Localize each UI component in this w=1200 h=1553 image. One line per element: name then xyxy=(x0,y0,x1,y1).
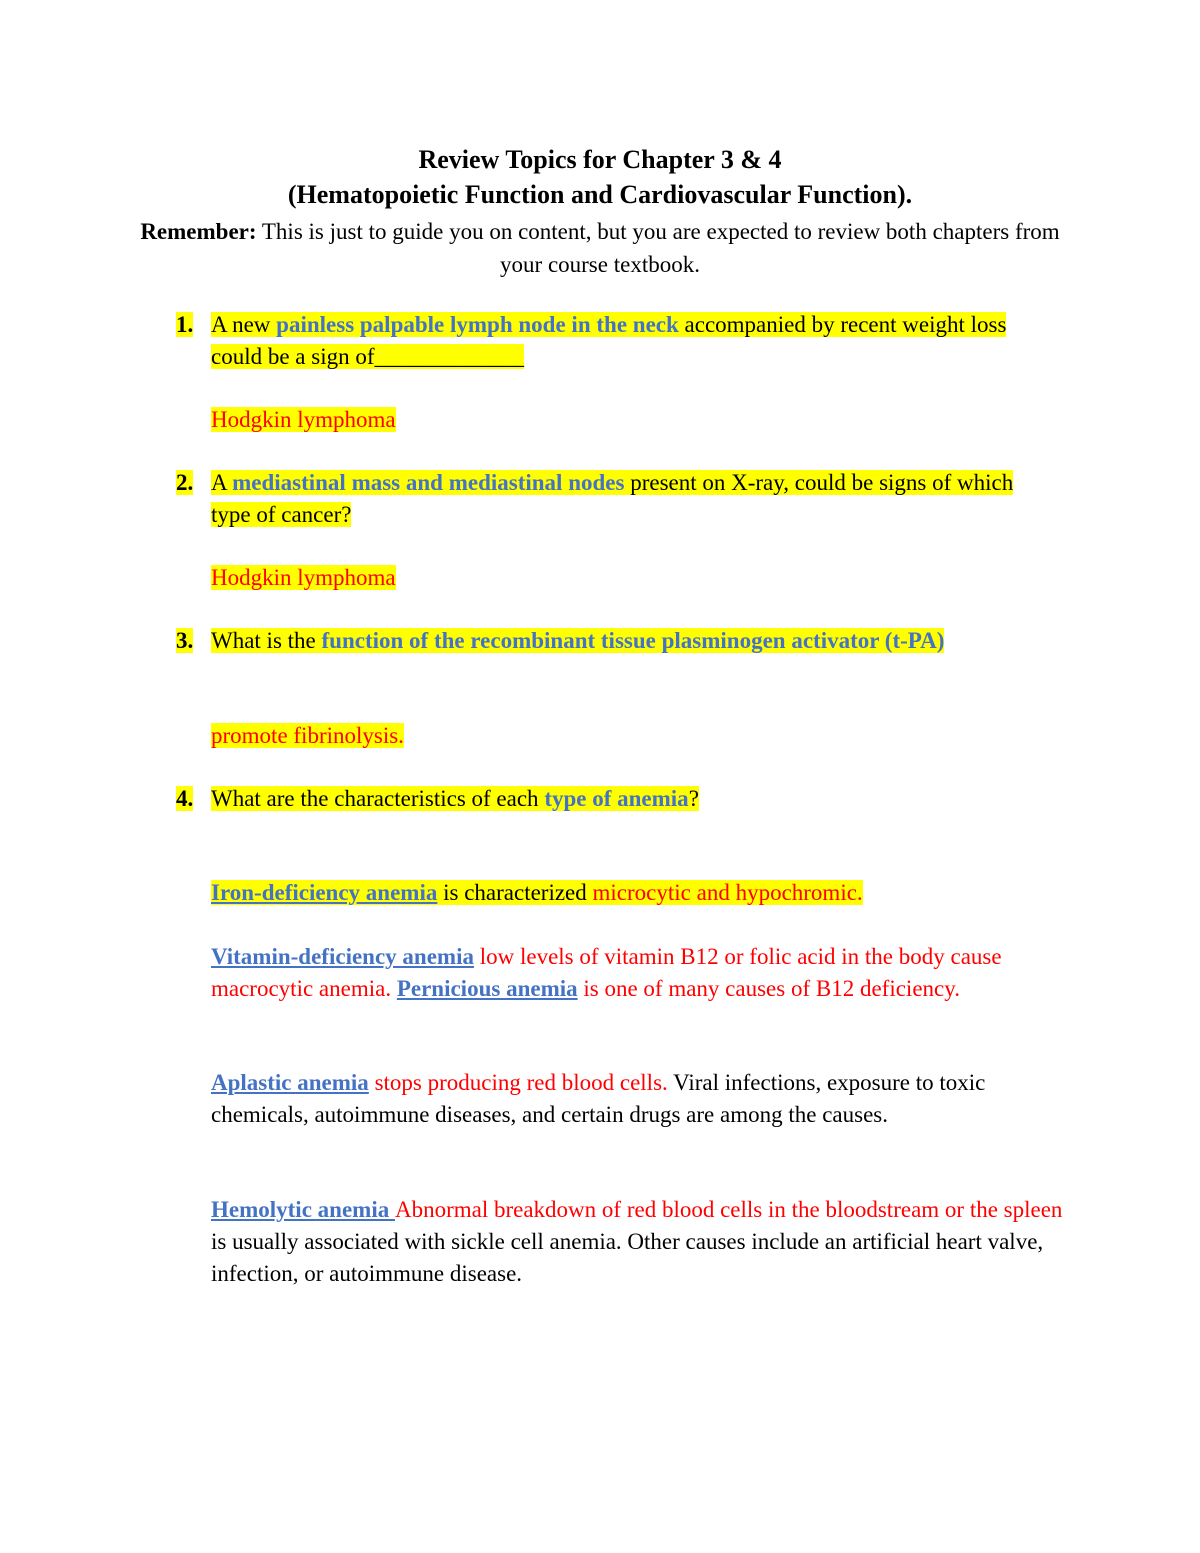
anemia-text: is usually associated with sickle cell anemia. Other causes include an artificial heart valve, infection, or autoimmune disease. xyxy=(211,1229,1044,1286)
question-number: 2. xyxy=(176,470,194,495)
anemia-iron xyxy=(211,877,1071,909)
anemia-name: Aplastic anemia xyxy=(211,1070,369,1095)
question-text: What are the characteristics of each xyxy=(211,786,545,811)
question-text: accompanied by recent weight loss could be a sign of_____________ xyxy=(211,312,1007,369)
question-1 xyxy=(211,309,1051,373)
question-number: 4. xyxy=(176,786,194,811)
remember-text: This is just to guide you on content, but you are expected to review both chapters from your course textbook. xyxy=(256,219,1060,277)
answer-2: Hodgkin lymphoma xyxy=(211,565,396,590)
question-keyword: function of the recombinant tissue plasminogen activator (t-PA) xyxy=(321,628,945,653)
anemia-name: Hemolytic anemia xyxy=(211,1197,395,1222)
anemia-name: Pernicious anemia xyxy=(396,976,578,1001)
question-text: A xyxy=(211,470,233,495)
remember-label: Remember xyxy=(140,219,249,244)
question-keyword: type of anemia xyxy=(544,786,689,811)
question-text: A new xyxy=(211,312,277,337)
anemia-name: Vitamin-deficiency anemia xyxy=(211,944,474,969)
title-line-2: (Hematopoietic Function and Cardiovascular Function). xyxy=(287,180,913,209)
anemia-hemolytic xyxy=(211,1194,1071,1290)
anemia-aplastic xyxy=(211,1067,1071,1131)
page-title xyxy=(0,143,1200,177)
answer-3: promote fibrinolysis. xyxy=(211,723,404,748)
anemia-description: is one of many causes of B12 deficiency. xyxy=(577,976,960,1001)
anemia-description: microcytic and hypochromic. xyxy=(592,880,863,905)
question-number: 1. xyxy=(176,312,194,337)
question-4 xyxy=(211,783,1051,815)
question-number: 3. xyxy=(176,628,194,653)
question-keyword: painless palpable lymph node in the neck xyxy=(276,312,679,337)
question-3 xyxy=(211,625,1051,657)
title-line-1: Review Topics for Chapter 3 & 4 xyxy=(418,145,782,174)
anemia-text: is characterized xyxy=(437,880,593,905)
question-keyword: mediastinal mass and mediastinal nodes xyxy=(232,470,625,495)
anemia-name: Iron-deficiency anemia xyxy=(211,880,438,905)
question-text: What is the xyxy=(211,628,322,653)
anemia-description: Abnormal breakdown of red blood cells in the bloodstream or the spleen xyxy=(394,1197,1063,1222)
remember-note xyxy=(140,215,1060,281)
anemia-text: Viral infections, exposure to toxic chemicals, autoimmune diseases, and certain drugs are among the causes. xyxy=(211,1070,986,1127)
remember-colon: : xyxy=(248,219,257,244)
anemia-vitamin xyxy=(211,941,1071,1005)
question-text: ? xyxy=(688,786,699,811)
page-subtitle xyxy=(0,178,1200,212)
question-text: present on X-ray, could be signs of which type of cancer? xyxy=(211,470,1014,527)
anemia-description: stops producing red blood cells. xyxy=(368,1070,668,1095)
anemia-description: low levels of vitamin B12 or folic acid in the body cause macrocytic anemia. xyxy=(211,944,1002,1001)
answer-1: Hodgkin lymphoma xyxy=(211,407,396,432)
question-2 xyxy=(211,467,1051,531)
